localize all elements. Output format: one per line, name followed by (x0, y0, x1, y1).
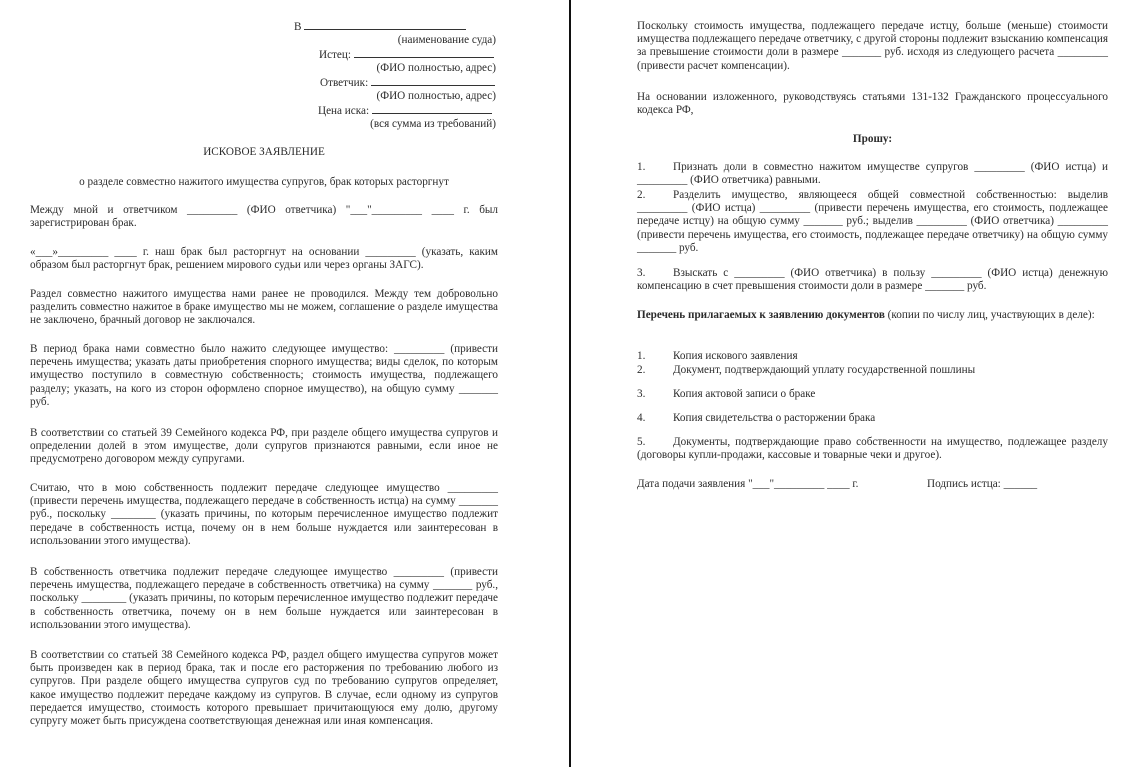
attachments-heading-rest: (копии по числу лиц, участвующих в деле): (884, 309, 1095, 321)
court-line (294, 20, 498, 34)
court-prefix: В (294, 21, 302, 33)
legal-basis-paragraph: На основании изложенного, руководствуясь статьями 131-132 Гражданского процессуального кодекса РФ, (637, 91, 1108, 117)
price-hint: (вся сумма из требований) (370, 118, 496, 130)
paragraph-3: Раздел совместно нажитого имущества нами ранее не проводился. Между тем добровольно разделить совместно нажитое в браке имущество мы не можем, соглашение о разделе имущества не заключено, брачный договор не заключался. (30, 288, 498, 327)
defendant-blank (371, 76, 495, 86)
plaintiff-signature: Подпись истца: ______ (927, 478, 1038, 490)
right-page (637, 0, 1108, 767)
footer-line (637, 478, 1108, 491)
attachment-number: 3. (637, 388, 646, 400)
attachment-item (637, 436, 1108, 462)
request-heading: Прошу: (852, 133, 893, 145)
paragraph-8: В соответствии со статьей 38 Семейного кодекса РФ, раздел общего имущества супругов может быть произведен как в период брака, так и после его расторжения по требованию любого из супругов. При разделе общего имущества супругов суд по требованию супругов определяет, какое имущество подлежит передаче каждому из супругов. В случае, если одному из супругов передается имущество, стоимость которого превышает причитающуюся ему долю, другому супругу может быть присуждена соответствующая денежная или иная компенсация. (30, 649, 498, 728)
court-hint: (наименование суда) (397, 34, 496, 46)
attachment-number: 4. (637, 412, 646, 424)
plaintiff-label: Истец: (319, 49, 351, 61)
attachment-number: 5. (637, 436, 646, 448)
attachments-heading (637, 309, 1108, 322)
attachment-item (637, 350, 1108, 363)
plaintiff-blank (354, 48, 494, 58)
request-number: 3. (637, 267, 646, 279)
plaintiff-line (319, 48, 498, 62)
attachment-number: 2. (637, 364, 646, 376)
plaintiff-hint: (ФИО полностью, адрес) (376, 62, 496, 74)
defendant-hint: (ФИО полностью, адрес) (376, 90, 496, 102)
paragraph-5: В соответствии со статьей 39 Семейного кодекса РФ, при разделе общего имущества супругов и определении долей в этом имуществе, доли супругов признаются равными, если иное не предусмотрено договором между супругами. (30, 427, 498, 466)
request-number: 1. (637, 161, 646, 173)
paragraph-2: «___»_________ ____ г. наш брак был расторгнут на основании _________ (указать, каким образом был расторгнут брак, решением мирового судьи или через органы ЗАГС). (30, 246, 498, 272)
defendant-line (320, 76, 498, 90)
price-label: Цена иска: (318, 105, 370, 117)
paragraph-4: В период брака нами совместно было нажито следующее имущество: _________ (привести перечень имущества; указать даты приобретения спорного имущества; виды сделок, по которым имущество поступило в совместную собственность; стоимость имущества, подлежащего разделу; указать, на кого из сторон оформлено спорное имущество), на общую сумму _______ руб. (30, 343, 498, 408)
request-text: Взыскать с _________ (ФИО ответчика) в пользу _________ (ФИО истца) денежную компенсацию в счет превышения стоимости доли в размере _______ руб. (637, 267, 1108, 293)
attachment-text: Копия актовой записи о браке (673, 388, 816, 400)
request-item (637, 161, 1108, 187)
attachment-item (637, 388, 1108, 401)
price-line (318, 104, 498, 118)
document-title: ИСКОВОЕ ЗАЯВЛЕНИЕ (203, 146, 325, 158)
request-text: Признать доли в совместно нажитом имуществе супругов _________ (ФИО истца) и _________ (ФИО ответчика) равными. (637, 161, 1108, 187)
document-subtitle: о разделе совместно нажитого имущества супругов, брак которых расторгнут (79, 176, 449, 188)
defendant-label: Ответчик: (320, 77, 369, 89)
filing-date: Дата подачи заявления "___"_________ ____ г. (637, 478, 859, 490)
attachment-text: Документы, подтверждающие право собственности на имущество, подлежащее разделу (договоры купли-продажи, кассовые и товарные чеки и другое). (637, 436, 1108, 462)
attachment-item (637, 412, 1108, 425)
request-item (637, 267, 1108, 293)
price-blank (372, 104, 492, 114)
paragraph-7: В собственность ответчика подлежит передаче следующее имущество _________ (привести перечень имущества, подлежащего передаче в собственность ответчика) на сумму _______ руб., поскольку ________ (указать причины, по которым перечисленное имущество подлежит передаче в собственность ответчика, почему он в нем больше нуждается или заинтересован в использовании этого имущества). (30, 566, 498, 631)
page-divider (569, 0, 571, 767)
attachment-text: Документ, подтверждающий уплату государственной пошлины (673, 364, 976, 376)
request-number: 2. (637, 189, 646, 201)
paragraph-1: Между мной и ответчиком _________ (ФИО ответчика) "___"_________ ____ г. был зарегистрирован брак. (30, 204, 498, 230)
compensation-paragraph: Поскольку стоимость имущества, подлежащего передаче истцу, больше (меньше) стоимости имущества подлежащего передаче ответчику, с другой стороны подлежит взысканию компенсация за превышение стоимости доли в размере _______ руб. исходя из следующего расчета _________ (привести расчет компенсации). (637, 20, 1108, 72)
court-blank (304, 20, 466, 30)
attachment-text: Копия искового заявления (673, 350, 798, 362)
attachment-number: 1. (637, 350, 646, 362)
attachments-heading-bold: Перечень прилагаемых к заявлению документов (637, 309, 885, 321)
paragraph-6: Считаю, что в мою собственность подлежит передаче следующее имущество _________ (привести перечень имущества, подлежащего передаче в собственность истца) на сумму _______ руб., поскольку ________ (указать причины, по которым перечисленное имущество подлежит передаче в собственность истца, почему он в нем больше нуждается или заинтересован в использовании этого имущества). (30, 482, 498, 547)
attachment-item (637, 364, 1108, 377)
request-text: Разделить имущество, являющееся общей совместной собственностью: выделив _________ (ФИО истца) _________ (привести перечень имущества, его стоимость, подлежащее передаче истцу) на общую сумму _______ руб.; выделив _________ (ФИО ответчика) _________ (привести перечень имущества, его стоимость, подлежащее передаче ответчику) на общую сумму _______ руб. (637, 189, 1108, 254)
request-item (637, 189, 1108, 255)
left-page (30, 0, 498, 767)
attachment-text: Копия свидетельства о расторжении брака (673, 412, 876, 424)
